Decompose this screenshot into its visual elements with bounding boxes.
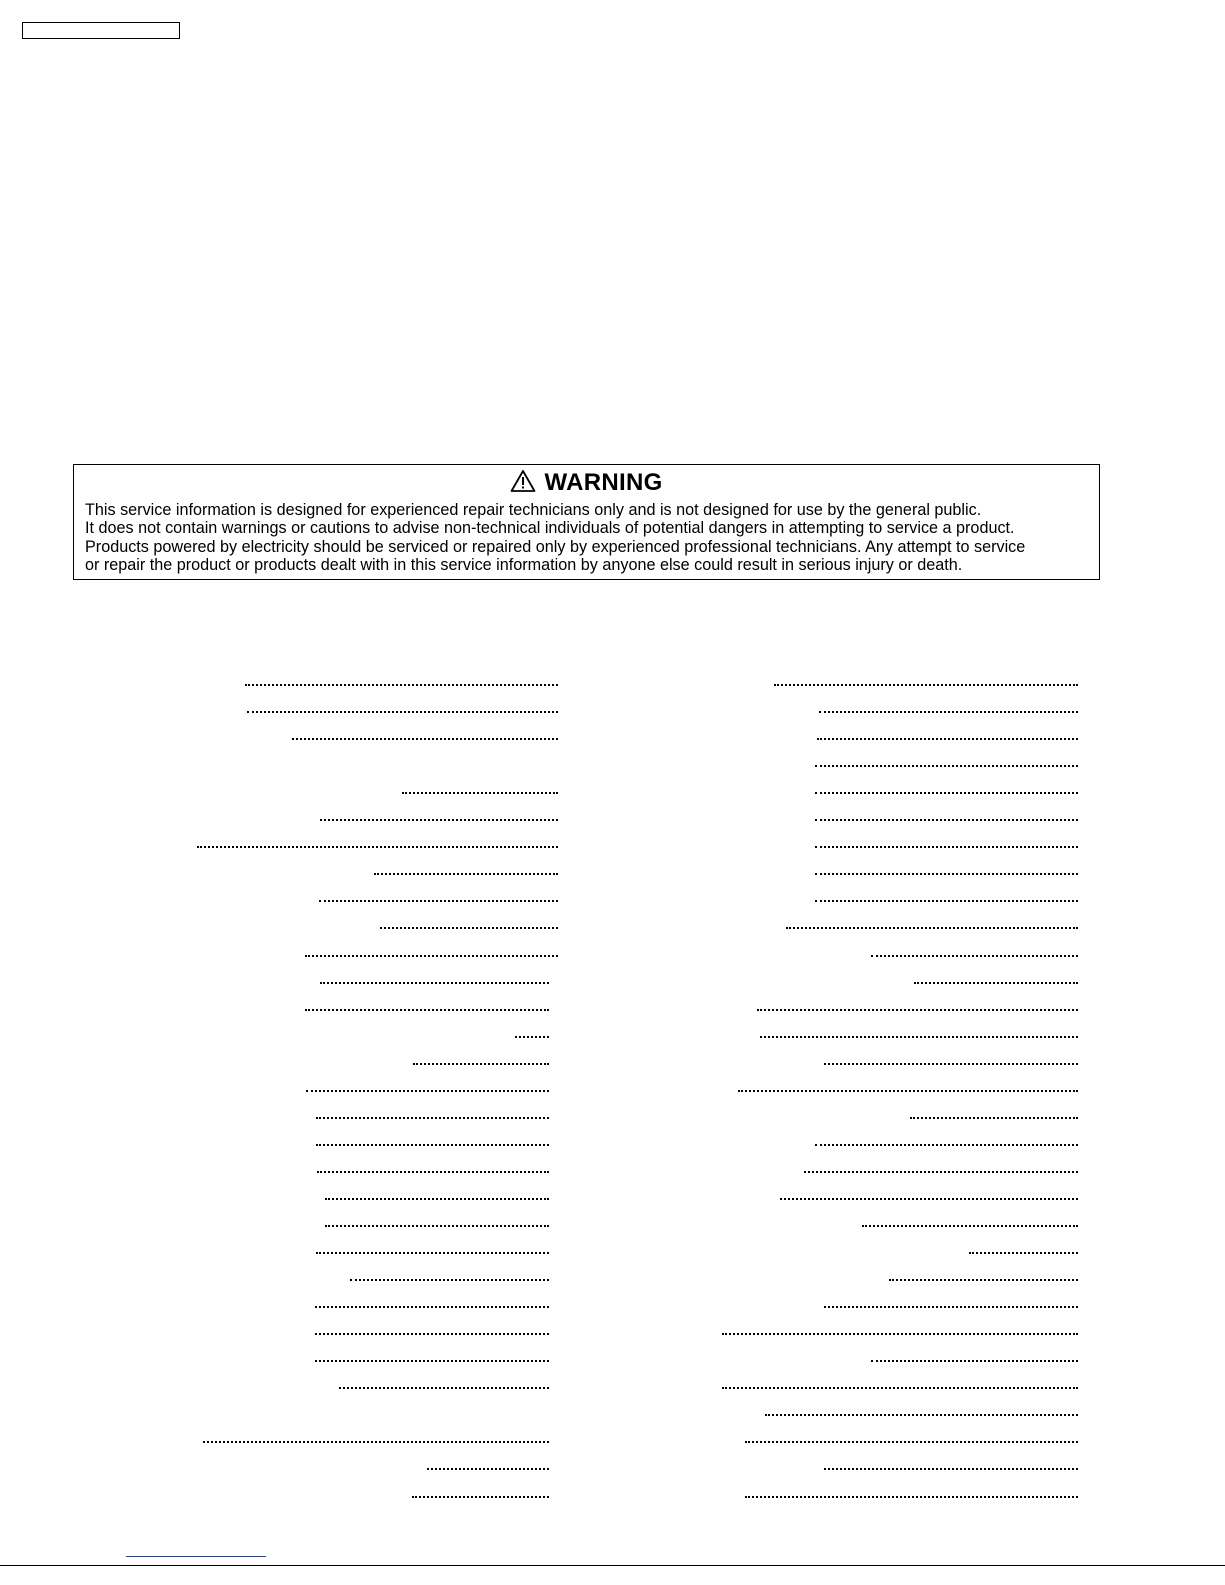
toc-dot-leader xyxy=(757,1009,1078,1011)
toc-dot-leader xyxy=(780,1198,1078,1200)
toc-dot-leader xyxy=(316,1144,549,1146)
toc-dot-leader xyxy=(317,1171,549,1173)
toc-dot-leader xyxy=(339,1387,549,1389)
toc-dot-leader xyxy=(315,1360,549,1362)
toc-dot-leader xyxy=(305,955,558,957)
toc-dot-leader xyxy=(320,982,549,984)
toc-dot-leader xyxy=(325,1198,549,1200)
toc-dot-leader xyxy=(871,955,1078,957)
toc-dot-leader xyxy=(815,873,1078,875)
toc-dot-leader xyxy=(350,1279,549,1281)
toc-dot-leader xyxy=(203,1441,549,1443)
toc-dot-leader xyxy=(804,1171,1078,1173)
footer-rule xyxy=(0,1565,1225,1566)
warning-line: This service information is designed for experienced repair technicians only and is not designed for use by the general public. xyxy=(85,501,982,519)
toc-dot-leader xyxy=(774,684,1078,686)
toc-dot-leader xyxy=(306,1090,549,1092)
toc-dot-leader xyxy=(402,792,558,794)
toc-dot-leader xyxy=(817,738,1078,740)
toc-dot-leader xyxy=(910,1117,1078,1119)
toc-dot-leader xyxy=(315,1306,549,1308)
toc-dot-leader xyxy=(765,1414,1078,1416)
warning-line: Products powered by electricity should be serviced or repaired only by experienced professional technicians. Any attempt to service xyxy=(85,537,1026,556)
toc-dot-leader xyxy=(824,1306,1078,1308)
toc-dot-leader xyxy=(815,1144,1078,1146)
warning-triangle-icon xyxy=(510,469,536,500)
toc-dot-leader xyxy=(427,1468,549,1470)
toc-dot-leader xyxy=(316,1252,549,1254)
toc-dot-leader xyxy=(319,900,558,902)
toc-dot-leader xyxy=(824,1063,1078,1065)
warning-title: WARNING xyxy=(544,469,663,496)
toc-dot-leader xyxy=(412,1496,549,1498)
toc-dot-leader xyxy=(738,1090,1078,1092)
toc-dot-leader xyxy=(316,1117,549,1119)
warning-line: or repair the product or products dealt with in this service information by anyone else could result in serious injury or death. xyxy=(85,555,963,574)
toc-dot-leader xyxy=(515,1036,549,1038)
toc-dot-leader xyxy=(871,1360,1078,1362)
toc-dot-leader xyxy=(815,765,1078,767)
toc-dot-leader xyxy=(325,1225,549,1227)
toc-dot-leader xyxy=(889,1279,1078,1281)
toc-dot-leader xyxy=(197,846,558,848)
toc-dot-leader xyxy=(292,738,558,740)
toc-dot-leader xyxy=(815,900,1078,902)
toc-dot-leader xyxy=(745,1441,1078,1443)
toc-dot-leader xyxy=(824,1468,1078,1470)
toc-dot-leader xyxy=(862,1225,1078,1227)
toc-dot-leader xyxy=(315,1333,549,1335)
toc-dot-leader xyxy=(745,1496,1078,1498)
warning-heading xyxy=(74,469,1099,500)
warning-notice xyxy=(73,464,1100,580)
toc-dot-leader xyxy=(815,846,1078,848)
toc-dot-leader xyxy=(247,711,558,713)
footer-link-underline xyxy=(126,1556,266,1557)
toc-dot-leader xyxy=(815,819,1078,821)
warning-text xyxy=(85,501,1089,574)
toc-dot-leader xyxy=(760,1036,1078,1038)
toc-dot-leader xyxy=(374,873,558,875)
toc-dot-leader xyxy=(819,711,1078,713)
toc-dot-leader xyxy=(413,1063,549,1065)
header-label-box xyxy=(22,22,180,39)
toc-dot-leader xyxy=(380,927,558,929)
toc-dot-leader xyxy=(914,982,1078,984)
toc-dot-leader xyxy=(815,792,1078,794)
warning-line: It does not contain warnings or cautions to advise non-technical individuals of potential dangers in attempting to service a product. xyxy=(85,519,1015,538)
toc-dot-leader xyxy=(722,1387,1078,1389)
toc-dot-leader xyxy=(320,819,558,821)
toc-dot-leader xyxy=(305,1009,549,1011)
toc-dot-leader xyxy=(722,1333,1078,1335)
toc-dot-leader xyxy=(245,684,558,686)
toc-dot-leader xyxy=(969,1252,1078,1254)
toc-dot-leader xyxy=(786,927,1078,929)
